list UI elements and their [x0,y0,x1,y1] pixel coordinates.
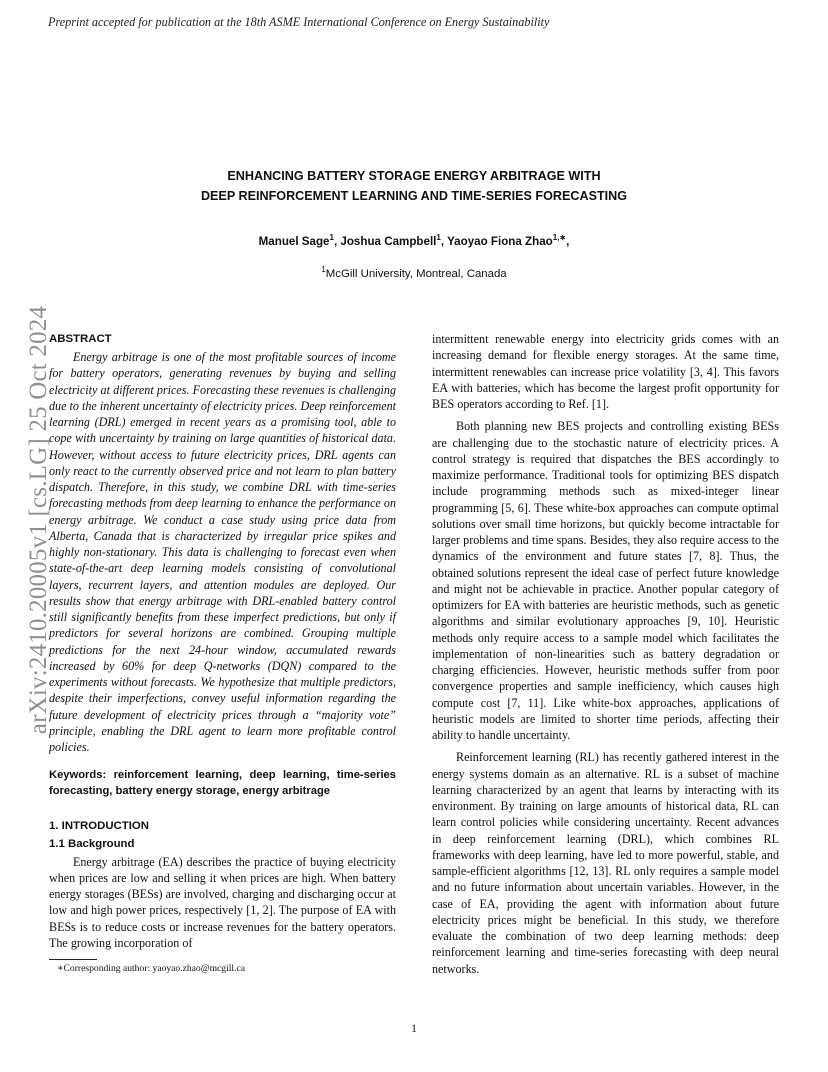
running-header: Preprint accepted for publication at the 18th ASME International Conference on Energy Sustainability [48,15,550,29]
right-column [432,331,779,977]
keywords [49,767,396,799]
author-mark: 1,∗ [552,233,567,242]
affiliation-text: McGill University, Montreal, Canada [325,267,507,280]
author-name: Manuel Sage [258,234,330,248]
author-list: Manuel Sage$^1$, Joshua Campbell$^1$, Yaoyao Fiona Zhao$^{1,∗}$, [258,233,570,248]
author-mark: 1 [329,233,334,242]
body-paragraph: Both planning new BES projects and controlling existing BESs are challenging due to the stochastic nature of electricity prices. A control strategy is required that dispatches the BES accordingly to maximize performance. Traditional tools for optimizing BES dispatch include programming methods such as mixed-integer linear programming [5, 6]. These white-box approaches can compute optimal solutions over small time horizons, but quickly become intractable for larger problems and time spans. Besides, they also require access to the dynamics of the environment and future states [7, 8]. Thus, the obtained solutions represent the ideal case of perfect future knowledge and might not be achievable in practice. Another popular category of optimizers for EA with batteries are heuristic methods, such as genetic algorithms and similar evolutionary approaches [9, 10]. Heuristic methods only require access to a sample model which facilitates the implementation of non-linearities such as battery degradation or charging efficiencies. However, heuristic methods suffer from poor convergence properties and sample inefficiency, which causes high compute cost [7, 11]. Like white-box approaches, applications of heuristic models are limited to shorter time periods, affecting their ability to handle uncertainty. [432,419,779,742]
body-paragraph: intermittent renewable energy into electricity grids comes with an increasing demand for flexible energy storages. At the same time, intermittent renewables can increase price volatility [3, 4]. This favors EA with batteries, which has become the largest profit opportunity for BES operators according to Ref. [1]. [432,332,779,411]
author-mark: 1 [436,233,441,242]
author-name: Joshua Campbell [340,234,437,248]
arxiv-watermark: arXiv:2410.20005v1 [cs.LG] 25 Oct 2024 [25,305,52,735]
subsection-heading: 1.1 Background [49,837,135,850]
abstract-text: Energy arbitrage is one of the most profitable sources of income for battery operators, generating revenues by buying and selling electricity at different prices. Forecasting these revenues is challenging due to the inherent uncertainty of electricity prices. Deep reinforcement learning (DRL) emerged in recent years as a promising tool, able to cope with uncertainty by training on large quantities of historical data. However, without access to future electricity prices, DRL agents can only react to the currently observed price and not learn to plan battery dispatch. Therefore, in this study, we combine DRL with time-series forecasting methods from deep learning to enhance the performance on energy arbitrage. We conduct a case study using price data from Alberta, Canada that is characterized by irregular price spikes and highly non-stationary. This data is challenging to forecast even when state-of-the-art deep learning models consisting of convolutional layers, recurrent layers, and attention modules are deployed. Our results show that energy arbitrage with DRL-enabled battery control still significantly benefits from these imperfect predictions, but only if predictors for several horizons are combined. Grouping multiple predictions for the next 24-hour window, accumulated rewards increased by 60% for deep Q-networks (DQN) compared to the experiments without forecasts. We hypothesize that multiple predictors, despite their imperfections, convey useful information regarding the future development of electricity prices through a “majority vote” principle, enabling the DRL agent to learn more profitable control policies. [49,350,396,754]
footnote-rule [49,959,97,960]
keywords-text: reinforcement learning, deep learning, time-series forecasting, battery energy storage, energy arbitrage [49,769,396,798]
title-line-2: DEEP REINFORCEMENT LEARNING AND TIME-SERIES FORECASTING [200,189,628,203]
body-paragraph: Reinforcement learning (RL) has recently gathered interest in the energy systems domain as an alternative. RL is a subset of machine learning characterized by an agent that learns by interacting with its environment. By training on large amounts of historical data, RL can learn control policies while considering uncertainty. Recent advances in deep reinforcement learning (DRL), which combines RL frameworks with deep learning, have led to more powerful, stable, and sample-efficient algorithms [12, 13]. RL only requires a sample model and no future information about uncertain variables. However, in the case of EA, providing the agent with information about future electricity prices might be beneficial. In this study, we therefore evaluate the combination of two deep learning methods: deep reinforcement learning and time-series forecasting with deep neural networks. [432,750,779,976]
footnote: ∗Corresponding author: yaoyao.zhao@mcgill.ca [57,963,245,975]
left-column [49,331,396,975]
section-heading: 1. INTRODUCTION [49,819,149,832]
intro-paragraph: Energy arbitrage (EA) describes the practice of buying electricity when prices are low and selling it when prices are high. When battery energy storages (BESs) are involved, charging and discharging occur at low and high power prices, respectively [1, 2]. The purpose of EA with BESs is to reduce costs or increase revenues for the battery operators. The growing incorporation of [49,854,396,950]
affiliation-mark: 1 [321,265,326,274]
abstract-heading: ABSTRACT [49,333,112,345]
title-line-1: ENHANCING BATTERY STORAGE ENERGY ARBITRAGE WITH [227,169,601,183]
paper-title [114,166,714,206]
affiliation [114,265,714,280]
keywords-label: Keywords: [49,769,107,782]
page-number: 1 [411,1021,417,1035]
author-name: Yaoyao Fiona Zhao [447,234,553,248]
